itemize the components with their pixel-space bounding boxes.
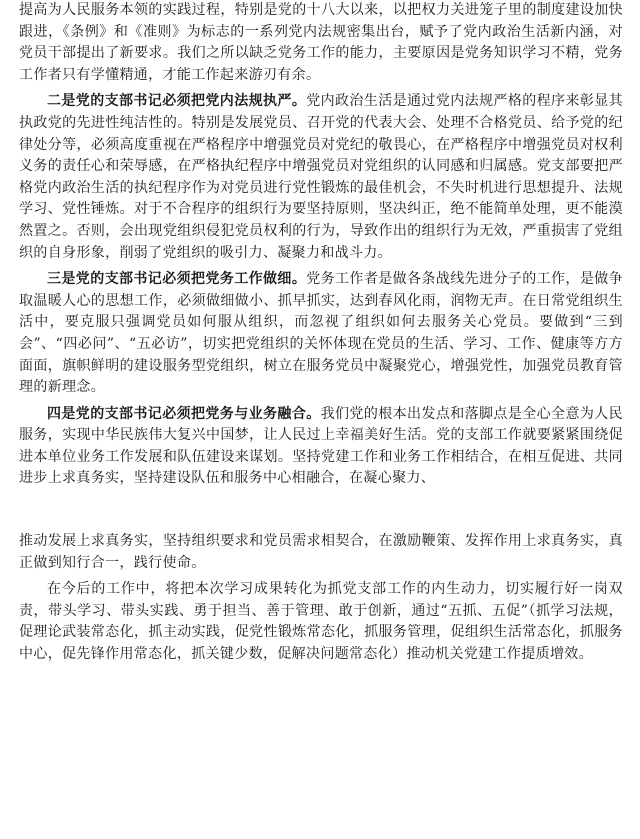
paragraph-4 <box>19 404 623 490</box>
paragraph-2-body: 党内政治生活是通过党内法规严格的程序来彰显其执政党的先进性纯洁性的。特别是发展党员、召开党的代表大会、处理不合格党员、给予党的纪律处分等，必须高度重视在严格程序中增强党员对党纪的敬畏心，在严格程序中增强党员对权利义务的责任心和荣辱感，在严格执纪程序中增强党员对党组织的认同感和归属感。党支部要把严格党内政治生活的执纪程序作为对党员进行党性锻炼的最佳机会，不失时机进行思想提升、法规学习、党性锤炼。对于不合程序的组织行为要坚持原则，坚决纠正，绝不能简单处理，更不能漠然置之。否则，会出现党组织侵犯党员权利的行为，导致作出的组织行为无效，严重损害了党组织的自身形象，削弱了党组织的吸引力、凝聚力和战斗力。 <box>19 93 623 261</box>
paragraph-3 <box>19 269 623 399</box>
paragraph-5: 在今后的工作中，将把本次学习成果转化为抓党支部工作的内生动力，切实履行好一岗双责，带头学习、带头实践、勇于担当、善于管理、敢于创新，通过“五抓、五促”（抓学习法规，促理论武装常态化，抓主动实践，促党性锻炼常态化，抓服务管理，促组织生活常态化，抓服务中心，促先锋作用常态化，抓关键少数，促解决问题常态化）推动机关党建工作提质增效。 <box>19 581 623 662</box>
paragraph-4-body: 我们党的根本出发点和落脚点是全心全意为人民服务，实现中华民族伟大复兴中国梦，让人民过上幸福美好生活。党的支部工作就要紧紧围绕促进本单位业务工作发展和队伍建设来谋划。坚持党建工作和业务工作相结合，在相互促进、共同进步上求真务实，坚持建设队伍和服务中心相融合，在凝心聚力、 <box>19 405 623 487</box>
paragraph-3-body: 党务工作者是做各条战线先进分子的工作，是做争取温暖人心的思想工作，必须做细做小、抓早抓实，达到春风化雨，润物无声。在日常党组织生活中，要克服只强调党员如何服从组织，而忽视了组织如何去服务关心党员。要做到“三到会”、“四必问”、“五必访”，切实把党组织的关怀体现在党员的生活、学习、工作、健康等方方面面，旗帜鲜明的建设服务型党组织，树立在服务党员中凝聚党心，增强党性，加强党员教育管理的新理念。 <box>19 271 623 396</box>
upper-text-block <box>19 0 623 490</box>
paragraph-2-heading: 二是党的支部书记必须把党内法规执严。 <box>47 93 307 110</box>
paragraph-2 <box>19 91 623 264</box>
lower-text-block <box>19 531 623 666</box>
paragraph-4-continuation: 推动发展上求真务实，坚持组织要求和党员需求相契合，在激励鞭策、发挥作用上求真务实，真正做到知行合一，践行使命。 <box>19 533 623 571</box>
paragraph-1-continuation: 提高为人民服务本领的实践过程，特别是党的十八大以来，以把权力关进笼子里的制度建设加快跟进，《条例》和《准则》为标志的一系列党内法规密集出台，赋予了党内政治生活新内涵，对党员干部提出了新要求。我们之所以缺乏党务工作的能力，主要原因是党务知识学习不精，党务工作者只有学懂精通，才能工作起来游刃有余。 <box>19 2 623 83</box>
paragraph-3-heading: 三是党的支部书记必须把党务工作做细。 <box>47 271 307 288</box>
paragraph-4-heading: 四是党的支部书记必须把党务与业务融合。 <box>47 405 321 422</box>
